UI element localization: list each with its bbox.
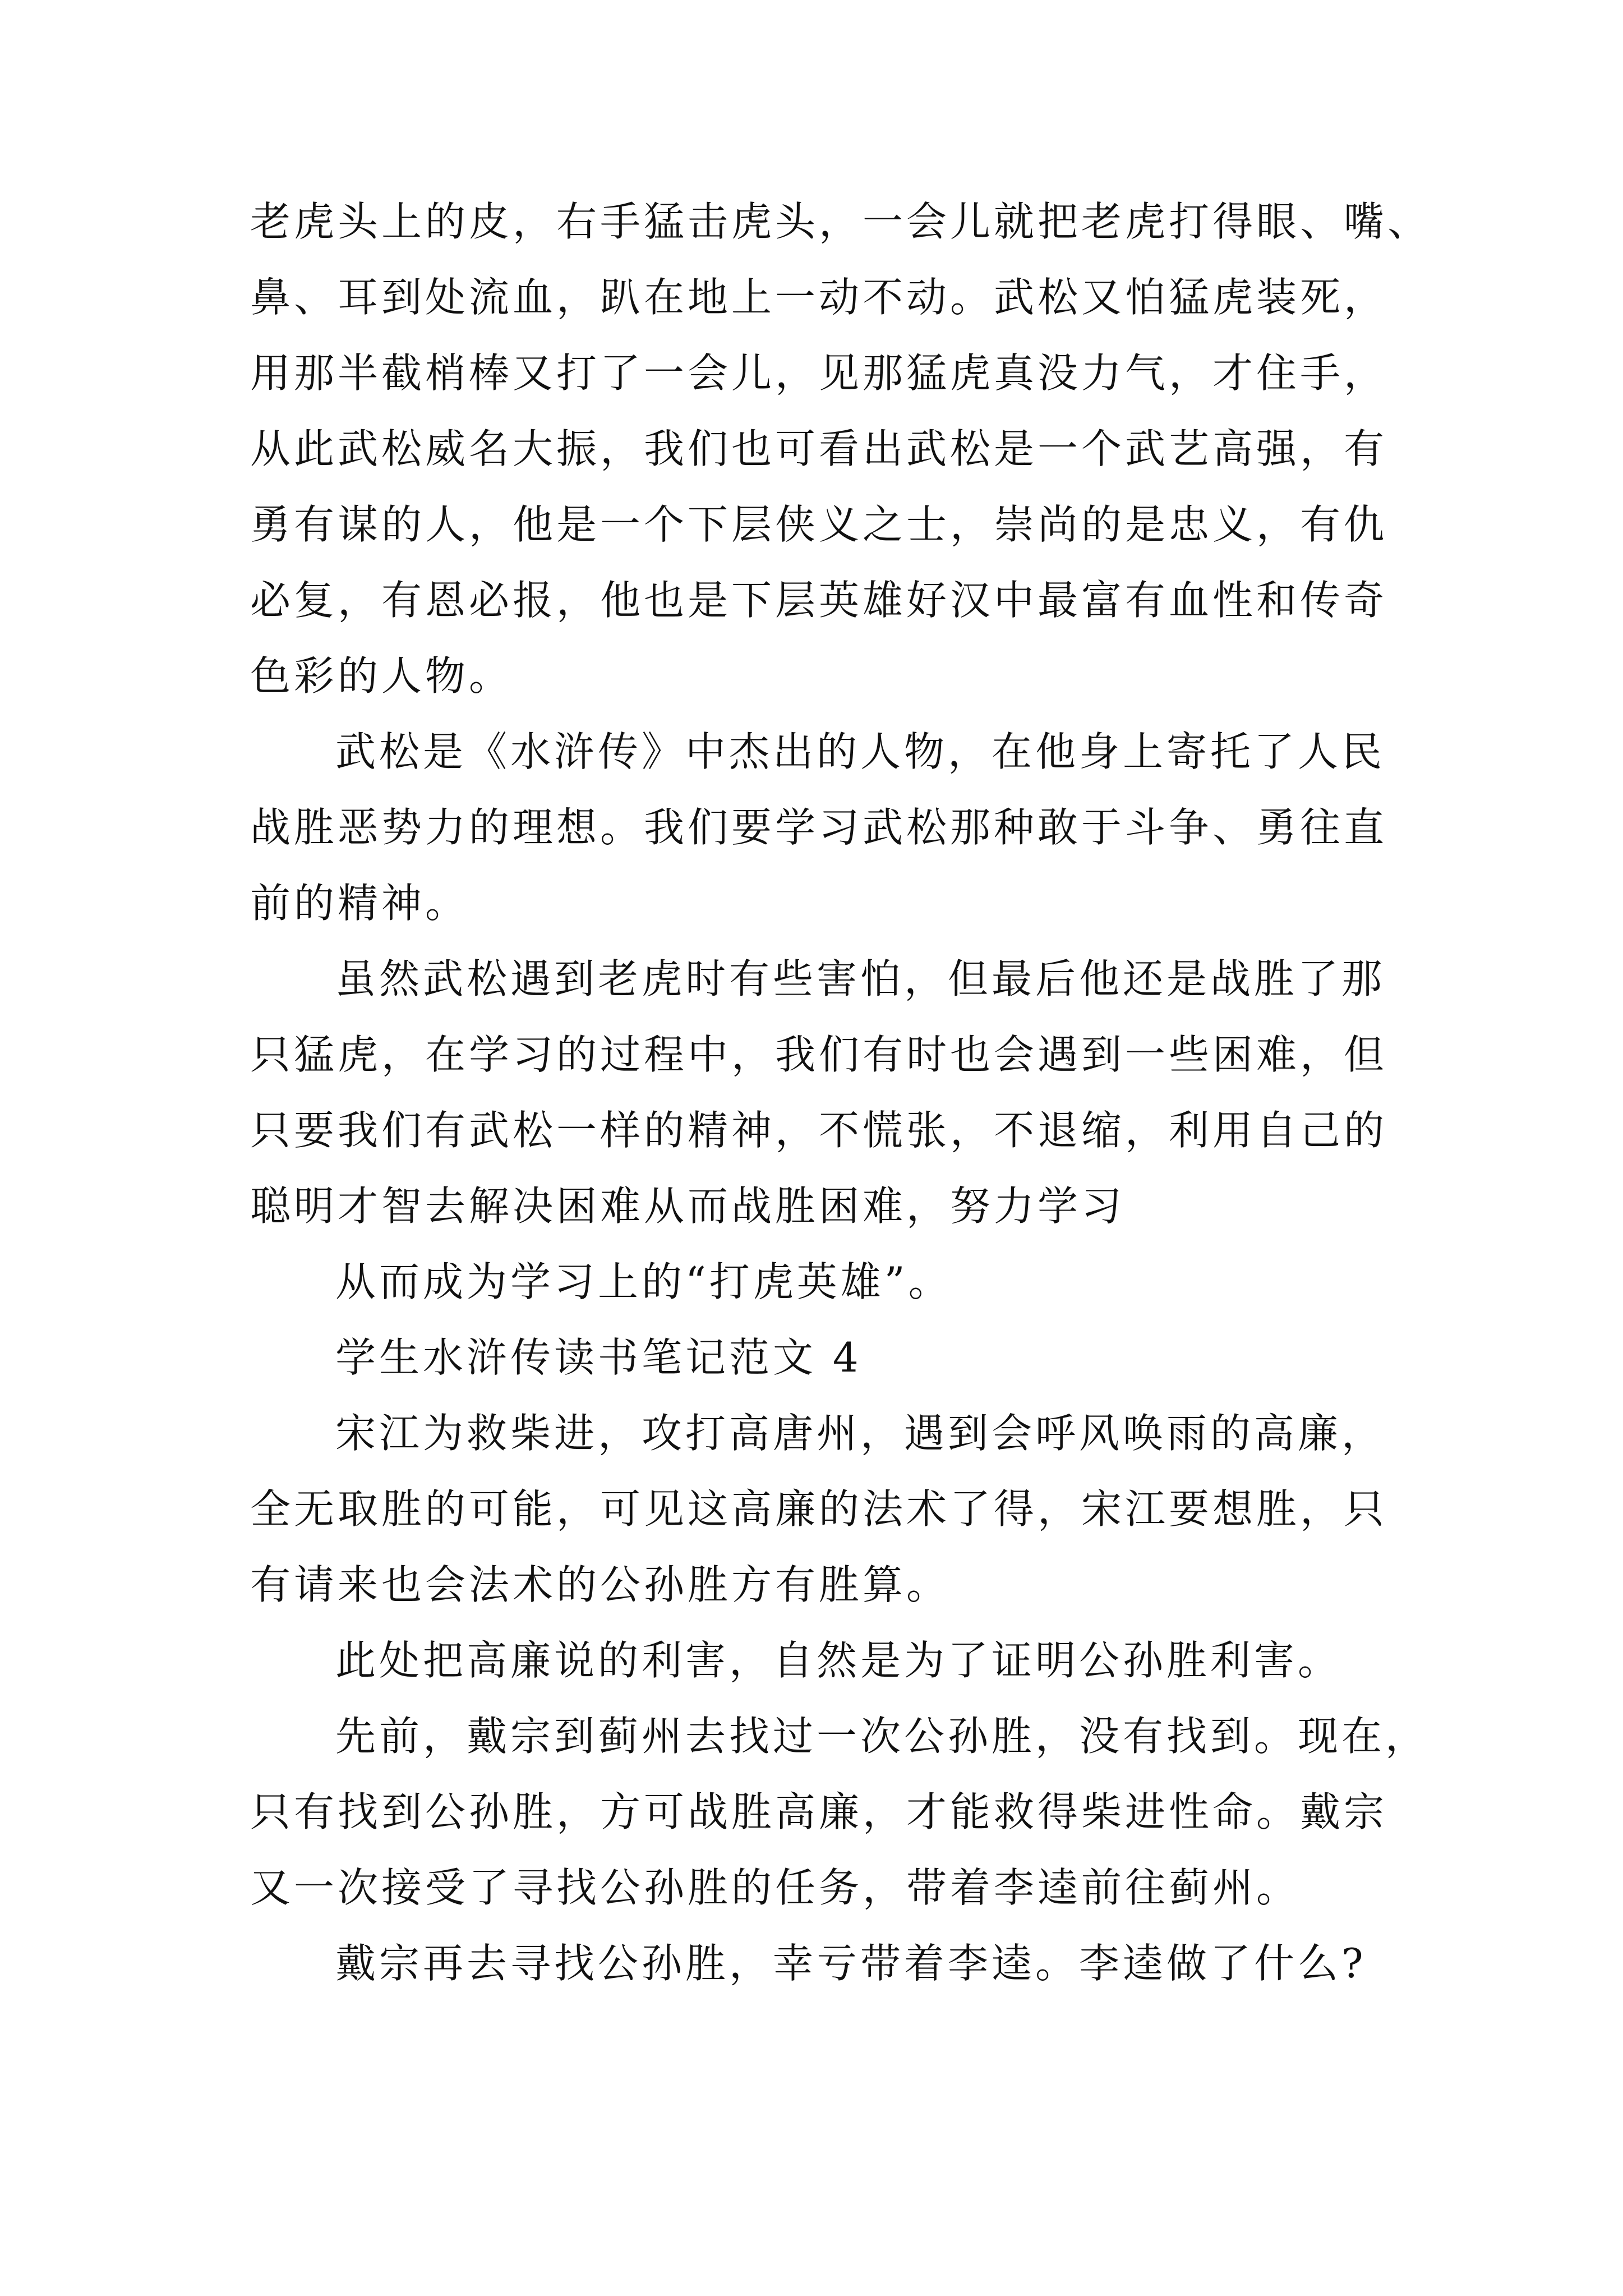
paragraph-first-line: 从而成为学习上的“打虎英雄”。: [335, 1258, 952, 1305]
text-line: 全无取胜的可能，可见这高廉的法术了得，宋江要想胜，只: [250, 1485, 1388, 1533]
text-line: 战胜恶势力的理想。我们要学习武松那种敢于斗争、勇往直: [250, 804, 1388, 851]
text-line: 只要我们有武松一样的精神，不慌张，不退缩，利用自己的: [250, 1107, 1388, 1154]
text-line: 勇有谋的人，他是一个下层侠义之士，崇尚的是忠义，有仇: [250, 501, 1388, 548]
text-line: 有请来也会法术的公孙胜方有胜算。: [250, 1561, 951, 1608]
text-line: 只猛虎，在学习的过程中，我们有时也会遇到一些困难，但: [250, 1031, 1388, 1078]
paragraph-first-line: 武松是《水浒传》中杰出的人物，在他身上寄托了人民: [335, 728, 1386, 775]
text-line: 鼻、耳到处流血，趴在地上一动不动。武松又怕猛虎装死，: [250, 274, 1388, 321]
section-heading: 学生水浒传读书笔记范文 4: [335, 1334, 862, 1381]
paragraph-first-line: 先前，戴宗到蓟州去找过一次公孙胜，没有找到。现在，: [335, 1713, 1430, 1760]
text-line: 老虎头上的皮，右手猛击虎头，一会儿就把老虎打得眼、嘴、: [250, 198, 1432, 245]
paragraph-first-line: 宋江为救柴进，攻打高唐州，遇到会呼风唤雨的高廉，: [335, 1410, 1386, 1457]
text-line: 从此武松威名大振，我们也可看出武松是一个武艺高强，有: [250, 425, 1388, 472]
text-line: 前的精神。: [250, 880, 469, 927]
text-line: 只有找到公孙胜，方可战胜高廉，才能救得柴进性命。戴宗: [250, 1788, 1388, 1835]
text-line: 聪明才智去解决困难从而战胜困难，努力学习: [250, 1182, 1126, 1230]
paragraph-first-line: 戴宗再去寻找公孙胜，幸亏带着李逵。李逵做了什么?: [335, 1940, 1367, 1987]
paragraph-first-line: 虽然武松遇到老虎时有些害怕，但最后他还是战胜了那: [335, 955, 1386, 1002]
text-line: 必复，有恩必报，他也是下层英雄好汉中最富有血性和传奇: [250, 577, 1388, 624]
text-line: 又一次接受了寻找公孙胜的任务，带着李逵前往蓟州。: [250, 1864, 1301, 1911]
text-line: 用那半截梢棒又打了一会儿，见那猛虎真没力气，才住手，: [250, 349, 1388, 397]
paragraph-first-line: 此处把高廉说的利害，自然是为了证明公孙胜利害。: [335, 1637, 1342, 1684]
text-line: 色彩的人物。: [250, 652, 513, 700]
